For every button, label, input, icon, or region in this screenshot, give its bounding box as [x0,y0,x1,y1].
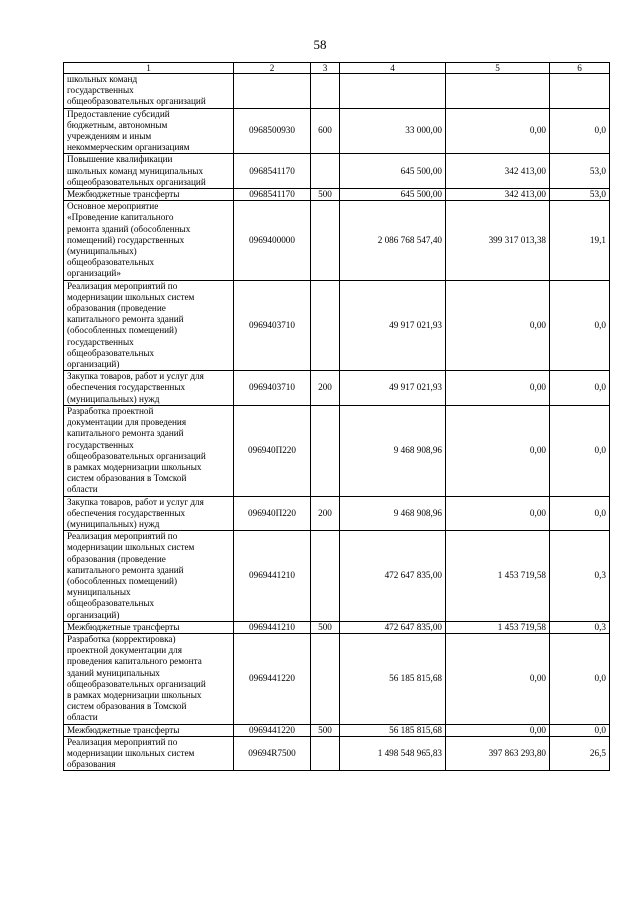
row-expense-type: 200 [311,371,340,406]
row-planned-amount: 56 185 815,68 [340,724,446,736]
table-row [64,405,610,496]
row-expense-type [311,736,340,771]
row-planned-amount: 49 917 021,93 [340,371,446,406]
row-code: 096940П220 [234,496,311,531]
row-percent: 26,5 [550,736,610,771]
row-planned-amount: 9 468 908,96 [340,496,446,531]
row-percent: 0,0 [550,405,610,496]
row-name: Разработка проектной документации для проведения капитального ремонта зданий государственных общеобразовательных организаций в рамках модернизации школьных систем образования в Томской области [64,405,234,496]
row-code: 09694R7500 [234,736,311,771]
row-code: 0969441220 [234,724,311,736]
row-expense-type: 200 [311,496,340,531]
row-expense-type [311,280,340,371]
row-planned-amount: 645 500,00 [340,189,446,201]
row-planned-amount: 2 086 768 547,40 [340,201,446,280]
header-row [64,63,610,74]
table-row [64,280,610,371]
row-expense-type [311,405,340,496]
row-name: Реализация мероприятий по модернизации школьных систем образования (проведение капитального ремонта зданий (обособленных помещений) государственных общеобразовательных организаций) [64,280,234,371]
row-name: школьных команд государственных общеобразовательных организаций [64,74,234,109]
row-percent: 0,3 [550,621,610,633]
row-expense-type: 500 [311,621,340,633]
row-actual-amount [446,74,550,109]
header-cell: 6 [550,63,610,74]
row-planned-amount: 9 468 908,96 [340,405,446,496]
header-cell: 4 [340,63,446,74]
row-name: Закупка товаров, работ и услуг для обеспечения государственных (муниципальных) нужд [64,371,234,406]
row-planned-amount: 472 647 835,00 [340,531,446,622]
row-planned-amount: 49 917 021,93 [340,280,446,371]
row-percent [550,74,610,109]
row-planned-amount [340,74,446,109]
row-code [234,74,311,109]
row-code: 0969441220 [234,633,311,724]
row-name: Основное мероприятие «Проведение капитального ремонта зданий (обособленных помещений) государственных (муниципальных) общеобразовательных организаций» [64,201,234,280]
row-planned-amount: 33 000,00 [340,108,446,154]
header-cell: 3 [311,63,340,74]
row-percent: 0,0 [550,371,610,406]
row-percent: 0,0 [550,633,610,724]
table-row [64,633,610,724]
row-actual-amount: 342 413,00 [446,154,550,189]
table-row [64,189,610,201]
row-actual-amount: 0,00 [446,405,550,496]
table-row [64,724,610,736]
row-actual-amount: 1 453 719,58 [446,531,550,622]
table-row [64,496,610,531]
header-cell: 1 [64,63,234,74]
row-expense-type [311,154,340,189]
row-name: Реализация мероприятий по модернизации школьных систем образования (проведение капитального ремонта зданий (обособленных помещений) муниципальных общеобразовательных организаций) [64,531,234,622]
row-percent: 0,0 [550,280,610,371]
row-actual-amount: 0,00 [446,280,550,371]
row-percent: 53,0 [550,189,610,201]
row-code: 0968541170 [234,189,311,201]
row-actual-amount: 399 317 013,38 [446,201,550,280]
row-percent: 0,0 [550,108,610,154]
row-code: 0968500930 [234,108,311,154]
row-name: Закупка товаров, работ и услуг для обеспечения государственных (муниципальных) нужд [64,496,234,531]
row-actual-amount: 0,00 [446,724,550,736]
table-row [64,154,610,189]
table-row [64,108,610,154]
row-planned-amount: 645 500,00 [340,154,446,189]
row-planned-amount: 56 185 815,68 [340,633,446,724]
row-planned-amount: 1 498 548 965,83 [340,736,446,771]
table-row [64,736,610,771]
row-code: 0969403710 [234,280,311,371]
row-code: 0969400000 [234,201,311,280]
row-name: Межбюджетные трансферты [64,189,234,201]
table-row [64,621,610,633]
row-percent: 19,1 [550,201,610,280]
row-code: 096940П220 [234,405,311,496]
row-expense-type [311,74,340,109]
row-name: Разработка (корректировка) проектной документации для проведения капитального ремонта зданий муниципальных общеобразовательных организаций в рамках модернизации школьных систем образования в Томской области [64,633,234,724]
page-number: 58 [313,37,327,52]
row-actual-amount: 0,00 [446,371,550,406]
row-code: 0969441210 [234,531,311,622]
row-name: Предоставление субсидий бюджетным, автономным учреждениям и иным некоммерческим организациям [64,108,234,154]
row-expense-type [311,201,340,280]
header-cell: 2 [234,63,311,74]
table-row [64,201,610,280]
row-actual-amount: 0,00 [446,633,550,724]
row-percent: 0,3 [550,531,610,622]
table-row [64,74,610,109]
row-code: 0969403710 [234,371,311,406]
row-expense-type: 500 [311,189,340,201]
row-percent: 0,0 [550,496,610,531]
budget-table [63,62,610,771]
row-expense-type: 500 [311,724,340,736]
header-cell: 5 [446,63,550,74]
row-percent: 53,0 [550,154,610,189]
row-code: 0968541170 [234,154,311,189]
row-expense-type [311,531,340,622]
row-name: Межбюджетные трансферты [64,724,234,736]
row-name: Реализация мероприятий по модернизации школьных систем образования [64,736,234,771]
row-code: 0969441210 [234,621,311,633]
table-row [64,531,610,622]
row-name: Повышение квалификации школьных команд муниципальных общеобразовательных организаций [64,154,234,189]
row-percent: 0,0 [550,724,610,736]
table-row [64,371,610,406]
row-actual-amount: 397 863 293,80 [446,736,550,771]
row-actual-amount: 342 413,00 [446,189,550,201]
row-actual-amount: 0,00 [446,496,550,531]
row-name: Межбюджетные трансферты [64,621,234,633]
row-expense-type [311,633,340,724]
row-expense-type: 600 [311,108,340,154]
row-actual-amount: 1 453 719,58 [446,621,550,633]
row-actual-amount: 0,00 [446,108,550,154]
row-planned-amount: 472 647 835,00 [340,621,446,633]
